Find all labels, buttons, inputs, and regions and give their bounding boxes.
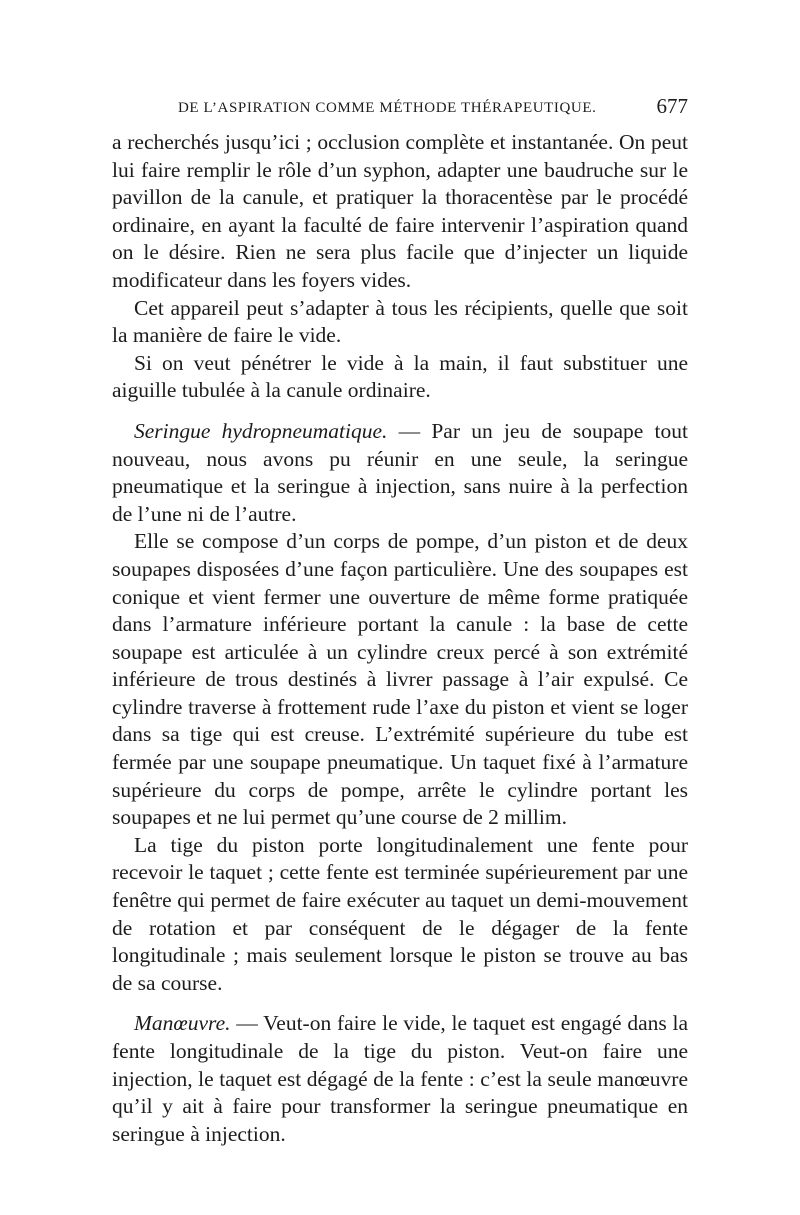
paragraph: Elle se compose d’un corps de pompe, d’un piston et de deux soupapes disposées d’une façon particulière. Une des soupapes est conique et vient fermer une ouverture de même forme pratiquée dans l’armature inférieure portant la canule : la base de cette soupape est articulée à un cylindre creux percé à son extrémité inférieure de trous destinés à livrer passage à l’air expulsé. Ce cylindre traverse à frottement rude l’axe du piston et vient se loger dans sa tige qui est creuse. L’extrémité supérieure du tube est fermée par une soupape pneumatique. Un taquet fixé à l’armature supérieure du corps de pompe, arrête le cylindre portant les soupapes et ne lui permet qu’une course de 2 millim. [112,529,688,830]
paragraph: Si on veut pénétrer le vide à la main, il faut substituer une aiguille tubulée à la canule ordinaire. [112,350,688,403]
section-lead: Seringue hydropneumatique. [134,418,388,443]
book-page [112,92,688,1148]
page-number: 677 [656,94,688,118]
paragraph-continuation: a recherchés jusqu’ici ; occlusion complète et instantanée. On peut lui faire remplir le rôle d’un syphon, adapter une baudruche sur le pavillon de la canule, et pratiquer la thoracentèse par le procédé ordinaire, en ayant la faculté de faire intervenir l’aspiration quand on le désire. Rien ne sera plus facile que d’injecter un liquide modificateur dans les foyers vides. [112,130,688,292]
paragraph: La tige du piston porte longitudinalement une fente pour recevoir le taquet ; cette fente est terminée supérieurement par une fenêtre qui permet de faire exécuter au taquet un demi-mouvement de rotation et par conséquent de le dégager de la fente longitudinale ; mais seulement lorsque le piston se trouve au bas de sa course. [112,832,688,995]
section-manoeuvre: Manœuvre. — Veut-on faire le vide, le taquet est engagé dans la fente longitudinale de la tige du piston. Veut-on faire une injection, le taquet est dégagé de la fente : c’est la seule manœuvre qu’il y ait à faire pour transformer la seringue pneumatique en seringue à injection. [112,1011,688,1146]
section-seringue-hydropneumatique: Seringue hydropneumatique. — Par un jeu de soupape tout nouveau, nous avons pu réunir en une seule, la seringue pneumatique et la seringue à injection, sans nuire à la perfection de l’une ni de l’autre. [112,418,688,526]
body-text [112,129,688,1148]
running-head [112,92,688,122]
section-lead: Manœuvre. [134,1011,231,1036]
paragraph: Cet appareil peut s’adapter à tous les récipients, quelle que soit la manière de faire le vide. [112,295,688,348]
running-title: DE L’ASPIRATION COMME MÉTHODE THÉRAPEUTIQUE. [178,100,597,116]
